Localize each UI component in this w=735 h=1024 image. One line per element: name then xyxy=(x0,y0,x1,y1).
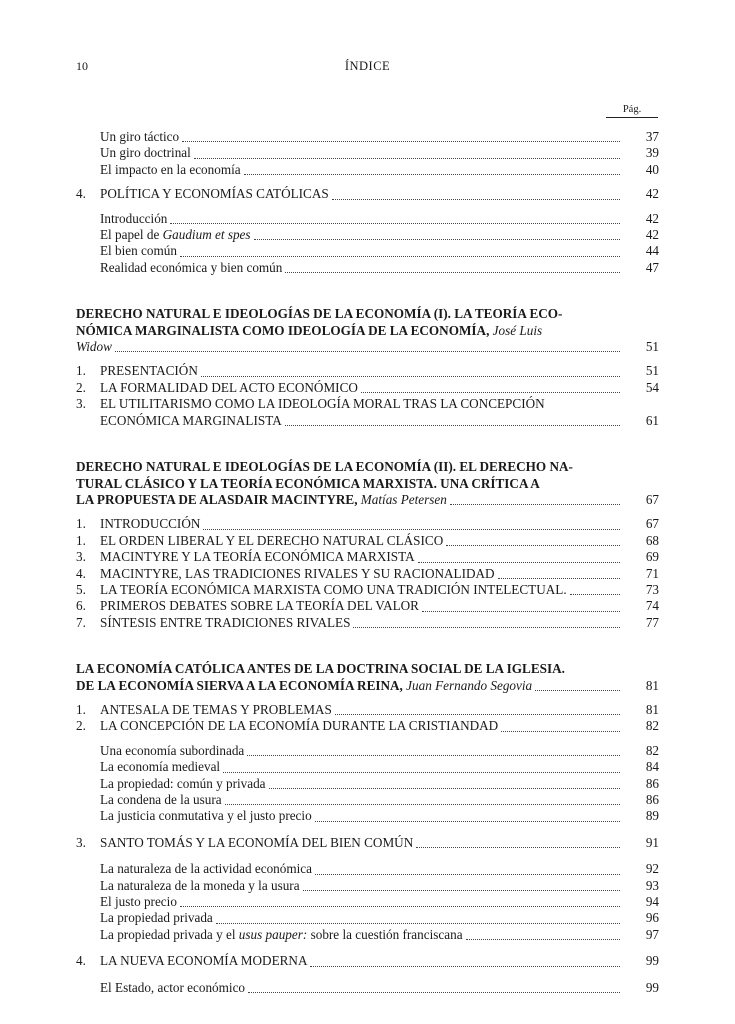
section-number: 4. xyxy=(76,186,86,202)
leader-dots xyxy=(466,938,620,940)
toc-entry[interactable] xyxy=(76,243,659,259)
toc-entry-text: La propiedad: común y privada xyxy=(100,775,266,791)
toc-entry-page: 47 xyxy=(645,259,659,275)
toc-entry-text: Una economía subordinada xyxy=(100,742,245,758)
toc-entry[interactable] xyxy=(76,980,659,996)
leader-dots xyxy=(361,391,620,393)
section-page: 81 xyxy=(645,701,659,717)
toc-entry-page: 40 xyxy=(645,161,659,177)
toc-section[interactable] xyxy=(76,533,659,549)
toc-entry-page: 86 xyxy=(645,775,659,791)
leader-dots xyxy=(501,730,620,732)
section-number: 2. xyxy=(76,718,86,734)
toc-section[interactable] xyxy=(76,702,659,718)
leader-dots xyxy=(570,593,620,595)
toc-entry[interactable] xyxy=(76,776,659,792)
leader-dots xyxy=(422,610,620,612)
article-page: 51 xyxy=(645,339,659,355)
section-title: LA TEORÍA ECONÓMICA MARXISTA COMO UNA TRADICIÓN INTELECTUAL. xyxy=(100,581,567,597)
section-number: 1. xyxy=(76,701,86,717)
leader-dots xyxy=(216,922,620,924)
toc-entry-text: El justo precio xyxy=(100,894,177,910)
leader-dots xyxy=(315,873,620,875)
section-page: 77 xyxy=(645,614,659,630)
toc-section[interactable] xyxy=(76,363,659,379)
toc-entry-page: 97 xyxy=(645,926,659,942)
toc-entry-page: 92 xyxy=(645,861,659,877)
toc-entry-page: 94 xyxy=(645,894,659,910)
leader-dots xyxy=(353,626,620,628)
toc-entry[interactable] xyxy=(76,910,659,926)
article-title-last-line xyxy=(76,339,659,355)
article-title[interactable]: DERECHO NATURAL E IDEOLOGÍAS DE LA ECONOMÍA (II). EL DERECHO NA- TURAL CLÁSICO Y LA TEORÍA ECONÓMICA MARXISTA. UNA CRÍTICA A xyxy=(76,459,573,491)
page-number: 10 xyxy=(76,59,88,73)
leader-dots xyxy=(223,771,620,773)
leader-dots xyxy=(194,157,620,159)
toc-section[interactable] xyxy=(76,566,659,582)
article-author: Widow xyxy=(76,339,112,355)
toc-entry-text: La condena de la usura xyxy=(100,792,222,807)
running-title: ÍNDICE xyxy=(344,59,391,73)
toc-entry[interactable] xyxy=(76,211,659,227)
toc-entry[interactable] xyxy=(76,894,659,910)
toc-entry-page: 99 xyxy=(645,979,659,995)
article-title-last-line: LA PROPUESTA DE ALASDAIR MACINTYRE, Matías Petersen 67 xyxy=(76,491,659,507)
section-page: 67 xyxy=(645,516,659,532)
toc-entry[interactable] xyxy=(76,129,659,145)
toc-entry[interactable] xyxy=(76,743,659,759)
toc-section[interactable] xyxy=(76,598,659,614)
toc-section[interactable] xyxy=(76,549,659,565)
toc-section[interactable] xyxy=(76,835,659,851)
toc-entry-text: El papel de Gaudium et spes xyxy=(100,227,251,243)
section-title: MACINTYRE, LAS TRADICIONES RIVALES Y SU RACIONALIDAD xyxy=(100,565,495,581)
section-number: 4. xyxy=(76,953,86,969)
article-title-last-line: DE LA ECONOMÍA SIERVA A LA ECONOMÍA REINA, Juan Fernando Segovia 81 xyxy=(76,677,659,693)
toc-section[interactable] xyxy=(76,516,659,532)
toc-section[interactable] xyxy=(76,718,659,734)
toc-entry[interactable] xyxy=(76,861,659,877)
toc-entry[interactable] xyxy=(76,145,659,161)
article-author: Matías Petersen xyxy=(360,491,447,507)
toc-section[interactable] xyxy=(76,396,659,412)
leader-dots xyxy=(498,577,620,579)
toc-section[interactable] xyxy=(76,186,659,202)
section-page: 61 xyxy=(645,412,659,428)
toc-entry[interactable] xyxy=(76,162,659,178)
leader-dots xyxy=(335,713,620,715)
section-page: 71 xyxy=(645,565,659,581)
article-page: 81 xyxy=(645,677,659,693)
leader-dots xyxy=(247,754,620,756)
section-title: PRIMEROS DEBATES SOBRE LA TEORÍA DEL VALOR xyxy=(100,598,419,614)
toc-entry-page: 84 xyxy=(645,759,659,775)
table-of-contents xyxy=(76,129,659,996)
toc-section[interactable] xyxy=(76,953,659,969)
section-page: 68 xyxy=(645,532,659,548)
article-title[interactable]: DERECHO NATURAL E IDEOLOGÍAS DE LA ECONOMÍA (I). LA TEORÍA ECO- NÓMICA MARGINALISTA COMO IDEOLOGÍA DE LA ECONOMÍA, José Luis xyxy=(76,306,563,338)
toc-entry-text: El bien común xyxy=(100,243,177,259)
toc-entry[interactable] xyxy=(76,759,659,775)
leader-dots xyxy=(285,271,620,273)
leader-dots xyxy=(450,503,620,505)
toc-section[interactable] xyxy=(76,582,659,598)
article-author: Juan Fernando Segovia xyxy=(406,677,533,693)
leader-dots xyxy=(254,238,620,240)
toc-section[interactable] xyxy=(76,380,659,396)
section-title: EL UTILITARISMO COMO LA IDEOLOGÍA MORAL TRAS LA CONCEPCIÓN xyxy=(100,396,545,412)
section-number: 1. xyxy=(76,363,86,379)
toc-entry-text: El Estado, actor económico xyxy=(100,979,246,995)
leader-dots xyxy=(332,198,620,200)
section-number: 3. xyxy=(76,834,86,850)
section-page: 91 xyxy=(645,834,659,850)
section-title: ECONÓMICA MARGINALISTA xyxy=(100,412,282,428)
leader-dots xyxy=(244,173,620,175)
toc-entry-page: 96 xyxy=(645,910,659,926)
toc-entry-text: La naturaleza de la moneda y la usura xyxy=(100,877,300,893)
toc-entry-page: 89 xyxy=(645,808,659,824)
leader-dots xyxy=(446,544,620,546)
toc-section-continued[interactable] xyxy=(76,413,659,429)
section-title: LA NUEVA ECONOMÍA MODERNA xyxy=(100,953,308,969)
section-title: POLÍTICA Y ECONOMÍAS CATÓLICAS xyxy=(100,186,329,202)
section-page: 51 xyxy=(645,363,659,379)
section-page: 74 xyxy=(645,598,659,614)
toc-entry[interactable] xyxy=(76,260,659,276)
toc-entry-text: Realidad económica y bien común xyxy=(100,259,283,275)
leader-dots xyxy=(416,846,620,848)
article-page: 67 xyxy=(645,491,659,507)
article-title[interactable]: LA ECONOMÍA CATÓLICA ANTES DE LA DOCTRINA SOCIAL DE LA IGLESIA. xyxy=(76,661,565,677)
toc-entry-page: 42 xyxy=(645,210,659,226)
toc-entry-text: El impacto en la economía xyxy=(100,161,241,177)
toc-entry-page: 44 xyxy=(645,243,659,259)
toc-entry-page: 93 xyxy=(645,877,659,893)
toc-entry-page: 86 xyxy=(645,792,659,807)
section-number: 1. xyxy=(76,532,86,548)
leader-dots xyxy=(170,222,620,224)
section-title: EL ORDEN LIBERAL Y EL DERECHO NATURAL CLÁSICO xyxy=(100,532,444,548)
toc-section[interactable] xyxy=(76,615,659,631)
toc-entry-page: 39 xyxy=(645,145,659,161)
leader-dots xyxy=(203,528,620,530)
leader-dots xyxy=(248,991,620,993)
toc-entry-page: 37 xyxy=(645,129,659,144)
leader-dots xyxy=(180,905,620,907)
section-title: LA FORMALIDAD DEL ACTO ECONÓMICO xyxy=(100,379,358,395)
section-title: LA CONCEPCIÓN DE LA ECONOMÍA DURANTE LA CRISTIANDAD xyxy=(100,718,499,734)
leader-dots xyxy=(535,689,620,691)
section-number: 1. xyxy=(76,516,86,532)
section-page: 82 xyxy=(645,718,659,734)
section-title: INTRODUCCIÓN xyxy=(100,516,201,532)
section-number: 5. xyxy=(76,581,86,597)
section-page: 99 xyxy=(645,953,659,969)
section-page: 42 xyxy=(645,186,659,202)
section-number: 3. xyxy=(76,396,86,412)
section-number: 6. xyxy=(76,598,86,614)
section-title: PRESENTACIÓN xyxy=(100,363,198,379)
toc-entry-text: La economía medieval xyxy=(100,759,221,775)
toc-entry-text: Un giro doctrinal xyxy=(100,145,191,161)
toc-entry-text: Un giro táctico xyxy=(100,129,180,144)
toc-entry-text: La naturaleza de la actividad económica xyxy=(100,861,312,877)
leader-dots xyxy=(310,965,620,967)
toc-entry[interactable] xyxy=(76,792,659,808)
toc-entry[interactable] xyxy=(76,878,659,894)
section-title: SANTO TOMÁS Y LA ECONOMÍA DEL BIEN COMÚN xyxy=(100,834,414,850)
leader-dots xyxy=(418,561,620,563)
section-title: MACINTYRE Y LA TEORÍA ECONÓMICA MARXISTA xyxy=(100,549,415,565)
leader-dots xyxy=(269,787,620,789)
toc-entry[interactable] xyxy=(76,227,659,243)
section-number: 4. xyxy=(76,565,86,581)
leader-dots xyxy=(180,255,620,257)
toc-entry-text: La propiedad privada xyxy=(100,910,213,926)
leader-dots xyxy=(115,350,620,352)
section-number: 7. xyxy=(76,614,86,630)
leader-dots xyxy=(201,375,620,377)
article-author: José Luis xyxy=(492,322,543,338)
leader-dots xyxy=(225,803,620,805)
leader-dots xyxy=(285,424,620,426)
section-page: 69 xyxy=(645,549,659,565)
leader-dots xyxy=(182,140,620,142)
toc-entry-text: Introducción xyxy=(100,210,168,226)
section-page: 73 xyxy=(645,581,659,597)
toc-entry[interactable] xyxy=(76,808,659,824)
section-page: 54 xyxy=(645,379,659,395)
section-title: ANTESALA DE TEMAS Y PROBLEMAS xyxy=(100,701,332,717)
toc-entry-page: 42 xyxy=(645,227,659,243)
section-number: 2. xyxy=(76,379,86,395)
toc-entry-text: La justicia conmutativa y el justo precio xyxy=(100,808,312,824)
leader-dots xyxy=(303,889,620,891)
section-number: 3. xyxy=(76,549,86,565)
toc-entry-text: La propiedad privada y el usus pauper: sobre la cuestión franciscana xyxy=(100,926,463,942)
leader-dots xyxy=(315,820,620,822)
section-title: SÍNTESIS ENTRE TRADICIONES RIVALES xyxy=(100,614,351,630)
toc-entry-page: 82 xyxy=(645,742,659,758)
pag-label: Pág. xyxy=(606,104,658,118)
toc-entry[interactable] xyxy=(76,927,659,943)
